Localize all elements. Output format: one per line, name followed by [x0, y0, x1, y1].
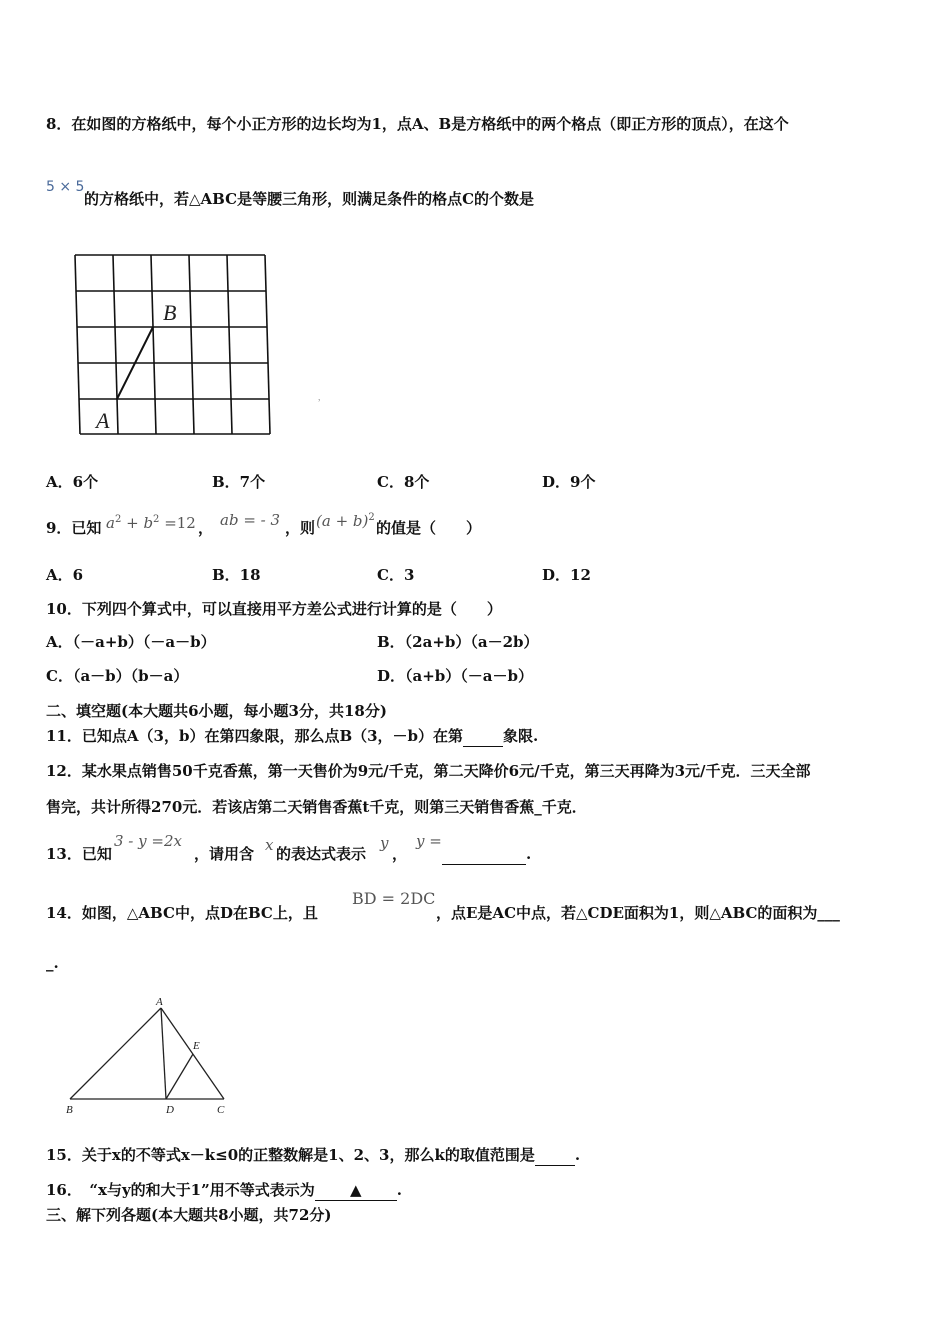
q10-option-d[interactable]: D．（a+b）（－a－b） — [377, 667, 533, 685]
label-a: A — [96, 408, 110, 433]
q8-option-b[interactable]: B．7个 — [212, 473, 266, 491]
q9-expr: $(a + b)^2$ — [316, 512, 375, 530]
q12-line2: 售完，共计所得270元．若该店第二天销售香蕉t千克，则第三天销售香蕉_千克． — [46, 798, 587, 816]
q8-grid-figure — [70, 250, 330, 440]
q13-var-x: x — [265, 836, 274, 854]
q9-suffix: 的值是（ ） — [376, 519, 482, 537]
label-a: A — [156, 996, 163, 1008]
section-2-heading: 二、填空题(本大题共6小题，每小题3分，共18分) — [46, 702, 387, 720]
segment-ad — [161, 1008, 166, 1099]
q8-option-d[interactable]: D．9个 — [542, 473, 596, 491]
q12-line1: 12．某水果点销售50千克香蕉，第一天售价为9元/千克，第二天降价6元/千克，第三天再降为3元/千克．三天全部 — [46, 762, 811, 780]
q9-then: ，则 — [285, 519, 316, 537]
q14-suffix: ，点E是AC中点，若△CDE面积为1，则△ABC的面积为___ — [436, 904, 840, 922]
q14-eq: BD = 2DC — [352, 889, 436, 908]
label-e: E — [193, 1040, 200, 1052]
label-c: C — [217, 1104, 225, 1116]
q9-eq1: $a^2 + b^2 =12$ — [106, 514, 196, 532]
q10-option-a[interactable]: A．（－a+b）（－a－b） — [46, 633, 216, 651]
q10-option-b[interactable]: B．（2a+b）（a－2b） — [377, 633, 539, 651]
triangle-mark-icon: ▲ — [349, 1181, 362, 1199]
q8-option-a[interactable]: A．6个 — [46, 473, 99, 491]
q11-line: 11．已知点A（3，b）在第四象限，那么点B（3，－b）在第 象限. — [46, 727, 539, 745]
q9-comma: ， — [198, 519, 214, 537]
q9-option-a[interactable]: A．6 — [46, 566, 84, 584]
q16-blank[interactable] — [315, 1180, 397, 1201]
q8-line1: 8．在如图的方格纸中，每个小正方形的边长均为1，点A、B是方格纸中的两个格点（即正方形的顶点），在这个 — [46, 115, 789, 133]
q13-var-y: y — [380, 834, 389, 852]
q14-triangle-figure — [60, 994, 240, 1120]
q13-prefix: 13．已知 — [46, 845, 112, 863]
q14-line2: _. — [46, 954, 59, 972]
q13-eq: 3 - y =2x — [114, 832, 182, 850]
q15-blank[interactable] — [535, 1145, 575, 1166]
q16-line: 16． “x与y的和大于1”用不等式表示为 ▲ . — [46, 1181, 402, 1199]
q13-mid1: ，请用含 — [194, 845, 255, 863]
q8-grid-size: 5 × 5 — [46, 179, 85, 195]
q11-blank[interactable] — [463, 726, 503, 747]
side-ab — [70, 1008, 161, 1099]
q9-option-d[interactable]: D．12 — [542, 566, 591, 584]
segment-de — [166, 1054, 193, 1099]
svg-text:,: , — [318, 392, 321, 403]
q15-line: 15．关于x的不等式x－k≤0的正整数解是1、2、3，那么k的取值范围是 . — [46, 1146, 581, 1164]
label-b: B — [66, 1104, 73, 1116]
q13-answer-label: y = — [416, 832, 442, 850]
q9-eq2: ab = - 3 — [220, 511, 281, 529]
q14-prefix: 14．如图，△ABC中，点D在BC上，且 — [46, 904, 318, 922]
q13-mid2: 的表达式表示 — [276, 845, 367, 863]
q10-stem: 10．下列四个算式中，可以直接用平方差公式进行计算的是（ ） — [46, 600, 502, 618]
q9-option-c[interactable]: C．3 — [377, 566, 415, 584]
q13-comma: ， — [392, 845, 408, 863]
section-3-heading: 三、解下列各题(本大题共8小题，共72分) — [46, 1206, 332, 1224]
q8-line2: 的方格纸中，若△ABC是等腰三角形，则满足条件的格点C的个数是 — [84, 190, 535, 208]
q9-option-b[interactable]: B．18 — [212, 566, 261, 584]
side-ac — [161, 1008, 224, 1099]
label-b: B — [163, 300, 177, 325]
q13-answer: . — [442, 844, 531, 865]
label-d: D — [166, 1104, 174, 1116]
q9-prefix: 9．已知 — [46, 519, 102, 537]
q13-blank[interactable] — [442, 844, 526, 865]
q8-option-c[interactable]: C．8个 — [377, 473, 430, 491]
q10-option-c[interactable]: C．（a－b）（b－a） — [46, 667, 189, 685]
